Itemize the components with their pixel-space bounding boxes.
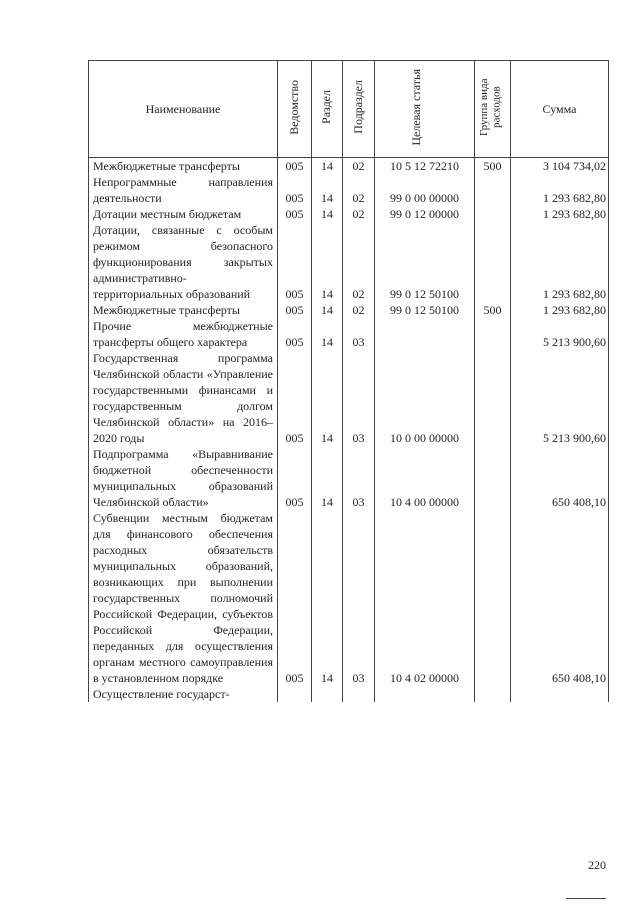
row-department: 005 — [278, 302, 312, 318]
row-section: 14 — [312, 222, 343, 302]
row-department: 005 — [278, 206, 312, 222]
table-row — [89, 158, 609, 175]
row-amount: 1 293 682,80 — [511, 174, 609, 206]
row-department: 005 — [278, 510, 312, 686]
row-target-article — [375, 686, 475, 702]
header-target-article: Целевая статья — [375, 61, 475, 158]
row-department: 005 — [278, 174, 312, 206]
row-target-article: 99 0 00 00000 — [375, 174, 475, 206]
row-subsection: 03 — [343, 318, 375, 350]
row-subsection: 02 — [343, 158, 375, 175]
row-name: Субвенции местным бюджетам для финансового обеспечения расходных обязательств муниципальных образований, возникающих при выполнении государственных полномочий Российской Федерации, субъектов Российской Федерации, переданных для осуществления органам местного самоуправления в установленном порядке — [89, 510, 278, 686]
row-amount: 1 293 682,80 — [511, 222, 609, 302]
row-expense-group — [475, 686, 511, 702]
table-row — [89, 302, 609, 318]
row-name: Подпрограмма «Выравнивание бюджетной обеспеченности муниципальных образований Челябинской области» — [89, 446, 278, 510]
row-department: 005 — [278, 158, 312, 175]
row-name: Прочие межбюджетные трансферты общего характера — [89, 318, 278, 350]
row-expense-group: 500 — [475, 158, 511, 175]
row-target-article: 10 5 12 72210 — [375, 158, 475, 175]
row-target-article: 99 0 12 00000 — [375, 206, 475, 222]
row-expense-group — [475, 446, 511, 510]
row-subsection: 02 — [343, 174, 375, 206]
row-expense-group: 500 — [475, 302, 511, 318]
row-department — [278, 686, 312, 702]
row-subsection: 02 — [343, 206, 375, 222]
row-department: 005 — [278, 318, 312, 350]
row-subsection — [343, 686, 375, 702]
footer-rule — [566, 898, 606, 899]
row-amount: 1 293 682,80 — [511, 302, 609, 318]
row-amount: 650 408,10 — [511, 446, 609, 510]
row-expense-group — [475, 510, 511, 686]
row-section — [312, 686, 343, 702]
row-section: 14 — [312, 206, 343, 222]
row-amount: 5 213 900,60 — [511, 318, 609, 350]
table-row — [89, 174, 609, 206]
row-target-article: 10 0 00 00000 — [375, 350, 475, 446]
row-amount: 3 104 734,02 — [511, 158, 609, 175]
row-expense-group — [475, 350, 511, 446]
row-subsection: 03 — [343, 510, 375, 686]
row-section: 14 — [312, 174, 343, 206]
header-section: Раздел — [312, 61, 343, 158]
row-name: Осуществление государст- — [89, 686, 278, 702]
row-subsection: 02 — [343, 302, 375, 318]
row-subsection: 02 — [343, 222, 375, 302]
row-expense-group — [475, 174, 511, 206]
budget-table — [88, 60, 609, 702]
row-section: 14 — [312, 318, 343, 350]
table-row — [89, 446, 609, 510]
row-name: Непрограммные направления деятельности — [89, 174, 278, 206]
row-target-article: 99 0 12 50100 — [375, 302, 475, 318]
table-row — [89, 318, 609, 350]
table-row — [89, 510, 609, 686]
page-number: 220 — [588, 858, 606, 872]
row-amount — [511, 686, 609, 702]
row-name: Межбюджетные трансферты — [89, 158, 278, 175]
row-section: 14 — [312, 158, 343, 175]
row-subsection: 03 — [343, 446, 375, 510]
table-row — [89, 350, 609, 446]
row-section: 14 — [312, 510, 343, 686]
header-subsection: Подраздел — [343, 61, 375, 158]
table-row — [89, 206, 609, 222]
row-expense-group — [475, 206, 511, 222]
row-department: 005 — [278, 350, 312, 446]
row-expense-group — [475, 318, 511, 350]
row-department: 005 — [278, 222, 312, 302]
header-amount: Сумма — [511, 61, 609, 158]
row-amount: 1 293 682,80 — [511, 206, 609, 222]
row-department: 005 — [278, 446, 312, 510]
row-name: Дотации местным бюджетам — [89, 206, 278, 222]
row-target-article: 10 4 02 00000 — [375, 510, 475, 686]
table-row — [89, 686, 609, 702]
row-subsection: 03 — [343, 350, 375, 446]
row-name: Государственная программа Челябинской области «Управление государственными финансами и государственным долгом Челябинской области» на 2016–2020 годы — [89, 350, 278, 446]
header-department: Ведомство — [278, 61, 312, 158]
row-section: 14 — [312, 446, 343, 510]
row-target-article: 10 4 00 00000 — [375, 446, 475, 510]
header-row — [89, 61, 609, 158]
row-target-article — [375, 318, 475, 350]
row-name: Межбюджетные трансферты — [89, 302, 278, 318]
row-amount: 650 408,10 — [511, 510, 609, 686]
row-target-article: 99 0 12 50100 — [375, 222, 475, 302]
header-expense-group: Группа вида расходов — [475, 61, 511, 158]
row-name: Дотации, связанные с особым режимом безопасного функционирования закрытых административно-территориальных образований — [89, 222, 278, 302]
row-section: 14 — [312, 302, 343, 318]
row-section: 14 — [312, 350, 343, 446]
row-amount: 5 213 900,60 — [511, 350, 609, 446]
row-expense-group — [475, 222, 511, 302]
header-name: Наименование — [89, 61, 278, 158]
table-row — [89, 222, 609, 302]
